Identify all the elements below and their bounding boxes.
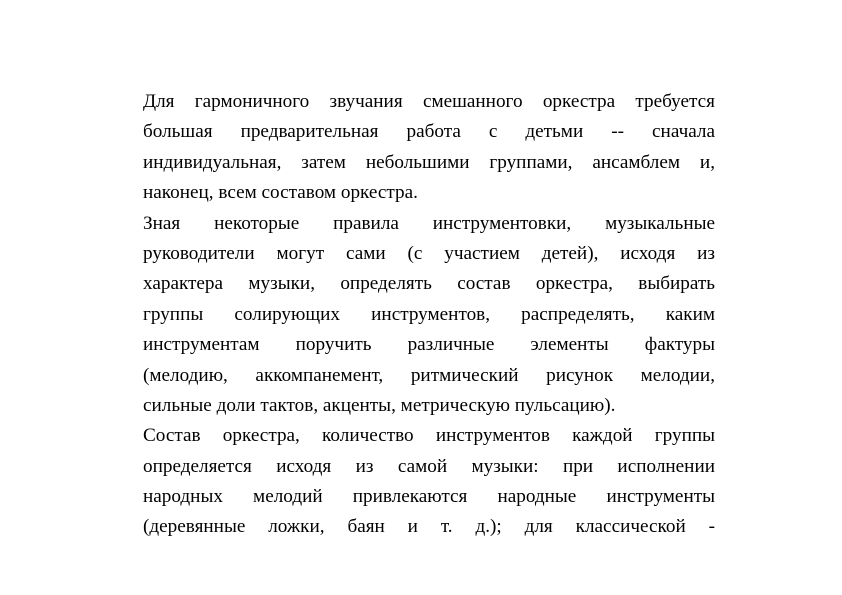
text-line: (деревянные ложки, баян и т. д.); для классической -: [143, 516, 715, 538]
text-line: характера музыки, определять состав оркестра, выбирать: [143, 273, 715, 295]
text-line: определяется исходя из самой музыки: при исполнении: [143, 455, 715, 477]
text-line: народных мелодий привлекаются народные инструменты: [143, 486, 715, 508]
text-line: Зная некоторые правила инструментовки, музыкальные: [143, 212, 715, 234]
text-line: Для гармоничного звучания смешанного оркестра требуется: [143, 91, 715, 112]
text-line: руководители могут сами (с участием детей), исходя из: [143, 242, 715, 264]
text-line: сильные доли тактов, акценты, метрическую пульсацию).: [143, 394, 616, 416]
text-line: наконец, всем составом оркестра.: [143, 182, 418, 204]
text-line: индивидуальная, затем небольшими группами, ансамблем и,: [143, 151, 715, 173]
text-line: (мелодию, аккомпанемент, ритмический рисунок мелодии,: [143, 364, 715, 386]
text-line: группы солирующих инструментов, распределять, каким: [143, 303, 715, 325]
text-line: большая предварительная работа с детьми -- сначала: [143, 121, 715, 143]
text-line: Состав оркестра, количество инструментов каждой группы: [143, 425, 715, 447]
text-line: инструментам поручить различные элементы фактуры: [143, 334, 715, 356]
body-text: [143, 87, 715, 543]
